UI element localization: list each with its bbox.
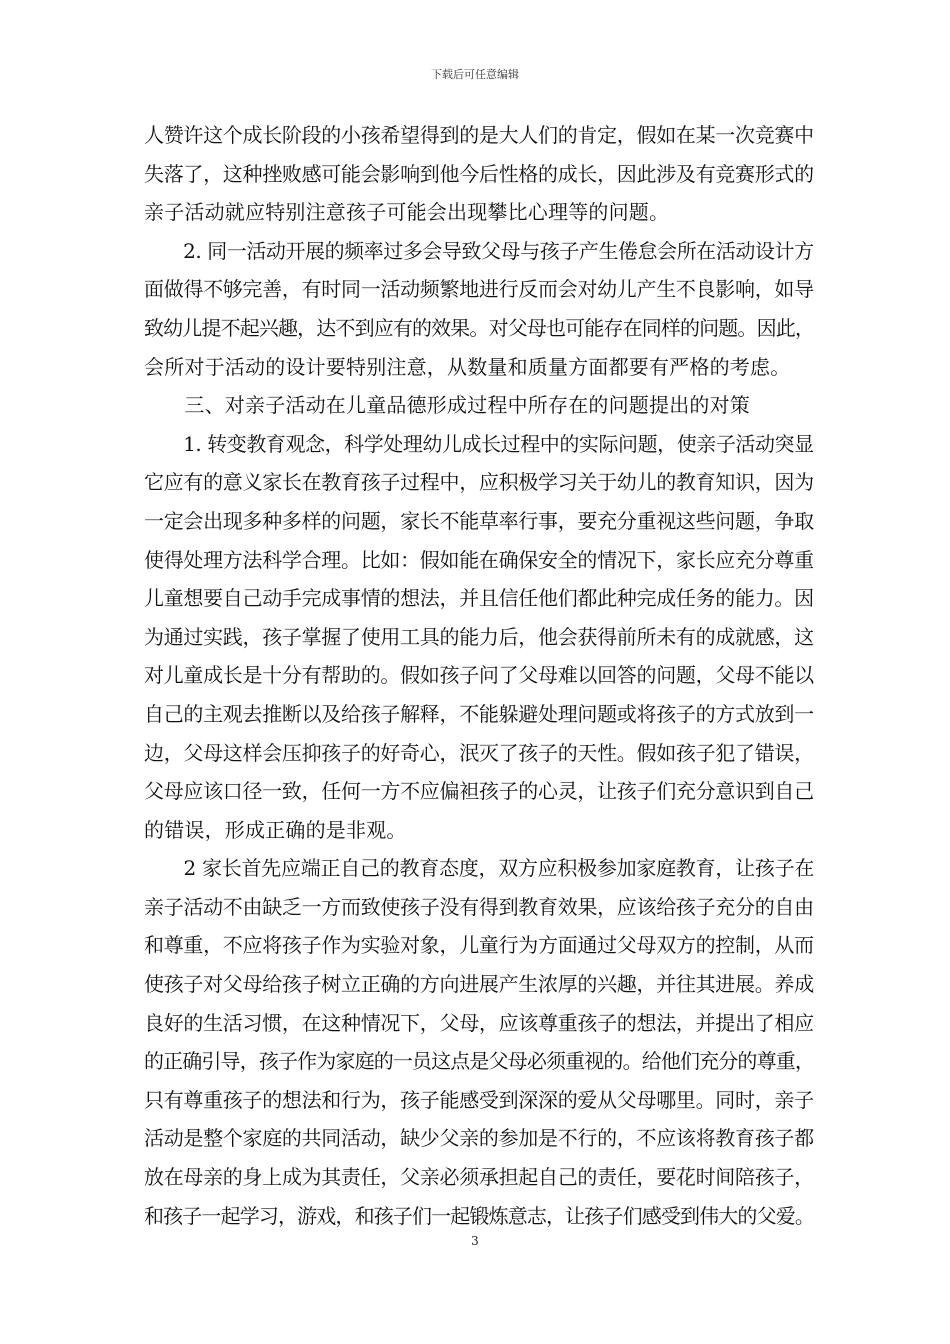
text-line: 2 家长首先应端正自己的教育态度，双方应积极参加家庭教育，让孩子在	[144, 856, 815, 881]
text-line: 使孩子对父母给孩子树立正确的方向进展产生浓厚的兴趣，并往其进展。养成	[144, 972, 814, 997]
text-line: 失落了，这种挫败感可能会影响到他今后性格的成长，因此涉及有竞赛形式的	[144, 161, 814, 186]
text-line: 1. 转变教育观念，科学处理幼儿成长过程中的实际问题，使亲子活动突显	[144, 431, 814, 456]
body-text	[144, 116, 814, 1235]
text-line: 和孩子一起学习，游戏，和孩子们一起锻炼意志，让孩子们感受到伟大的父爱。	[144, 1203, 814, 1228]
text-line: 的错误，形成正确的是非观。	[144, 817, 407, 842]
text-line: 只有尊重孩子的想法和行为，孩子能感受到深深的爱从父母哪里。同时，亲子	[144, 1087, 814, 1112]
text-line: 自己的主观去推断以及给孩子解释，不能躲避处理问题或将孩子的方式放到一	[144, 701, 814, 726]
text-line: 人赞许这个成长阶段的小孩希望得到的是大人们的肯定，假如在某一次竞赛中	[144, 123, 814, 147]
text-line: 和尊重，不应将孩子作为实验对象，儿童行为方面通过父母双方的控制，从而	[144, 933, 814, 958]
text-line: 放在母亲的身上成为其责任，父亲必须承担起自己的责任，要花时间陪孩子，	[144, 1165, 814, 1190]
text-line: 边，父母这样会压抑孩子的好奇心，泯灭了孩子的天性。假如孩子犯了错误，	[144, 740, 814, 765]
page-header: 下载后可任意编辑	[431, 68, 519, 81]
page-number: 3	[471, 1234, 479, 1248]
text-line: 它应有的意义家长在教育孩子过程中，应积极学习关于幼儿的教育知识，因为	[144, 470, 814, 495]
text-line: 父母应该口径一致，任何一方不应偏袒孩子的心灵，让孩子们充分意识到自己	[144, 779, 814, 804]
text-line: 亲子活动不由缺乏一方而致使孩子没有得到教育效果，应该给孩子充分的自由	[144, 894, 814, 919]
text-line: 为通过实践，孩子掌握了使用工具的能力后，他会获得前所未有的成就感，这	[144, 624, 814, 649]
text-line: 会所对于活动的设计要特别注意，从数量和质量方面都要有严格的考虑。	[144, 354, 791, 379]
section-heading: 三、对亲子活动在儿童品德形成过程中所存在的问题提出的对策	[144, 393, 750, 418]
text-line: 对儿童成长是十分有帮助的。假如孩子问了父母难以回答的问题，父母不能以	[144, 663, 814, 688]
text-line: 活动是整个家庭的共同活动，缺少父亲的参加是不行的，不应该将教育孩子都	[144, 1126, 814, 1151]
text-line: 致幼儿提不起兴趣，达不到应有的效果。对父母也可能存在同样的问题。因此，	[144, 315, 814, 340]
text-line: 使得处理方法科学合理。比如：假如能在确保安全的情况下，家长应充分尊重	[144, 547, 814, 572]
text-line: 儿童想要自己动手完成事情的想法，并且信任他们都此种完成任务的能力。因	[144, 586, 814, 611]
text-line: 一定会出现多种多样的问题，家长不能草率行事，要充分重视这些问题，争取	[144, 508, 814, 533]
text-line: 良好的生活习惯，在这种情况下，父母，应该尊重孩子的想法，并提出了相应	[144, 1010, 814, 1035]
text-line: 的正确引导，孩子作为家庭的一员这点是父母必须重视的。给他们充分的尊重，	[144, 1049, 814, 1074]
text-line: 2. 同一活动开展的频率过多会导致父母与孩子产生倦怠会所在活动设计方	[144, 238, 814, 263]
text-line: 亲子活动就应特别注意孩子可能会出现攀比心理等的问题。	[144, 200, 670, 225]
text-line: 面做得不够完善，有时同一活动频繁地进行反而会对幼儿产生不良影响，如导	[144, 277, 814, 302]
